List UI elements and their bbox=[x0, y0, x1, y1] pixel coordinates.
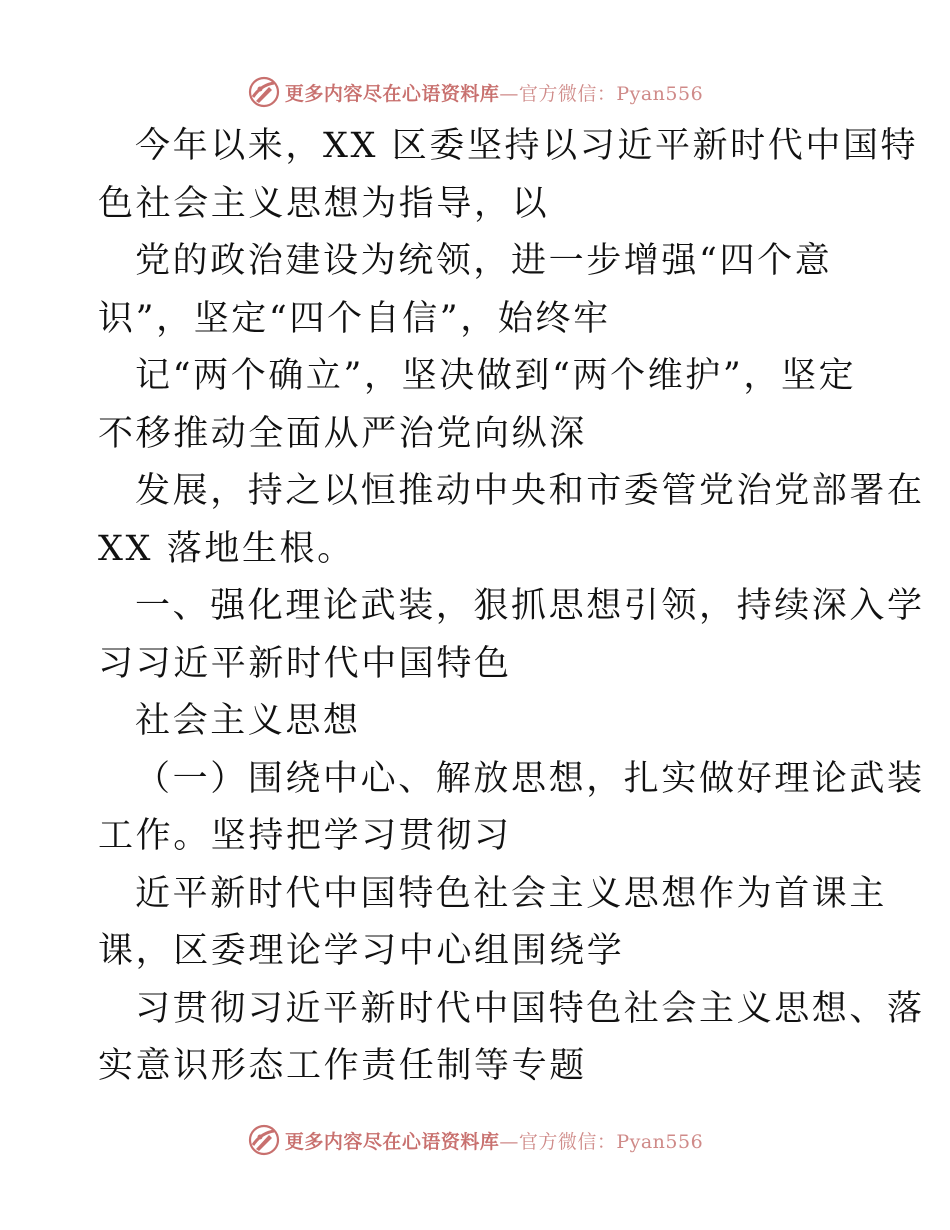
header-banner-contact: —官方微信：Pyan556 bbox=[499, 82, 704, 105]
text-line: 习贯彻习近平新时代中国特色社会主义思想、落 bbox=[135, 988, 925, 1029]
footer-banner bbox=[0, 1120, 950, 1160]
section-heading-line: 社会主义思想 bbox=[135, 701, 361, 741]
brand-logo-icon bbox=[247, 1123, 281, 1157]
text-line: 课，区委理论学习中心组围绕学 bbox=[98, 931, 625, 971]
text-line: 记“两个确立”，坚决做到“两个维护”，坚定 bbox=[135, 356, 857, 396]
body-text bbox=[98, 118, 925, 1096]
text-line: XX 落地生根。 bbox=[98, 528, 355, 569]
text-line: 党的政治建设为统领，进一步增强“四个意 bbox=[135, 241, 833, 281]
subsection-line: （一）围绕中心、解放思想，扎实做好理论武装 bbox=[135, 758, 925, 799]
header-banner bbox=[0, 72, 950, 112]
footer-banner-contact: —官方微信：Pyan556 bbox=[499, 1130, 704, 1153]
text-line: 近平新时代中国特色社会主义思想作为首课主 bbox=[135, 873, 888, 914]
text-line: 识”，坚定“四个自信”，始终牢 bbox=[98, 298, 611, 339]
section-heading-line: 一、强化理论武装，狠抓思想引领，持续深入学 bbox=[135, 586, 925, 626]
footer-banner-lead: 更多内容尽在心语资料库 bbox=[284, 1130, 500, 1153]
brand-logo-icon bbox=[247, 75, 281, 109]
header-banner-lead: 更多内容尽在心语资料库 bbox=[284, 82, 500, 105]
text-line: 不移推动全面从严治党向纵深 bbox=[98, 413, 587, 454]
text-line: 今年以来，XX 区委坚持以习近平新时代中国特 bbox=[135, 126, 919, 166]
text-line: 发展，持之以恒推动中央和市委管党治党部署在 bbox=[135, 471, 925, 511]
text-line: 实意识形态工作责任制等专题 bbox=[98, 1046, 587, 1086]
text-line: 工作。坚持把学习贯彻习 bbox=[98, 816, 512, 856]
section-heading-line: 习习近平新时代中国特色 bbox=[98, 643, 512, 684]
text-line: 色社会主义思想为指导，以 bbox=[98, 183, 550, 224]
